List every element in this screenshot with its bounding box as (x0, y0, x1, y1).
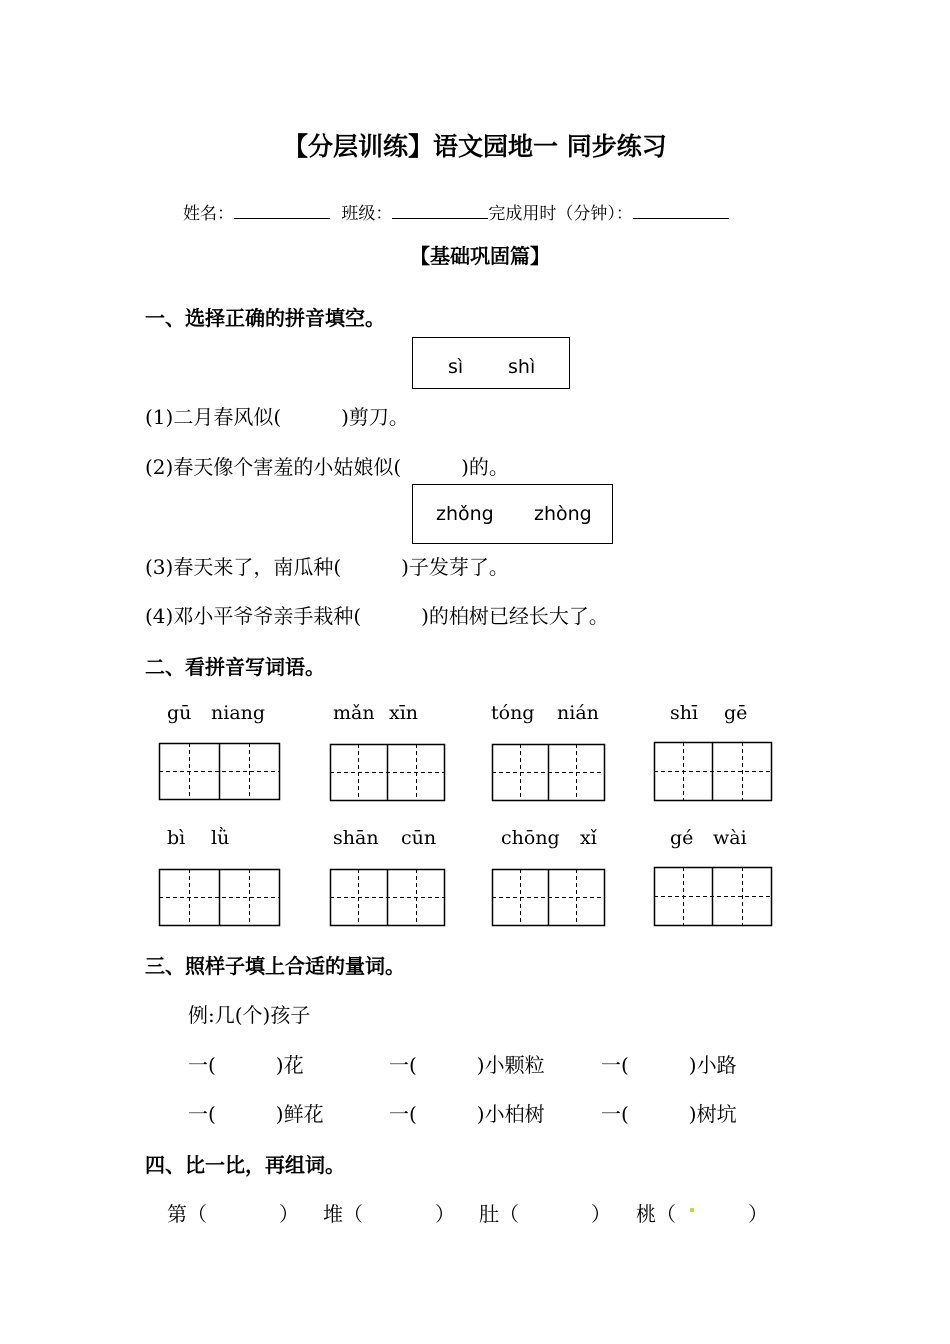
q4-char: 肚 (479, 1202, 499, 1226)
pinyin-syllable: xǐ (580, 827, 597, 849)
writing-grid[interactable] (654, 867, 773, 927)
pinyin-option: zhòng (534, 503, 592, 525)
pinyin-syllable: xīn (389, 702, 419, 724)
pinyin-choice-box-2 (412, 484, 613, 544)
section-title: 【基础巩固篇】 (410, 244, 550, 268)
writing-grid[interactable] (330, 744, 446, 802)
q4-item: 肚（ ） (479, 1202, 611, 1226)
class-label: 班级： (341, 204, 393, 224)
pinyin-syllable: gū (167, 702, 192, 724)
q1-heading: 一、选择正确的拼音填空。 (145, 306, 385, 330)
q4-item: 桃（ ） (636, 1202, 768, 1226)
pinyin-syllable: niang (211, 702, 266, 724)
pinyin-syllable: tóng (491, 702, 535, 724)
writing-grid[interactable] (492, 869, 606, 927)
q4-char: 桃 (636, 1202, 656, 1226)
q1-item-1: (1)二月春风似( )剪刀。 (145, 405, 409, 429)
q2-heading: 二、看拼音写词语。 (145, 655, 325, 679)
pinyin-syllable: mǎn (333, 702, 375, 724)
name-label: 姓名： (183, 204, 234, 224)
q3-item: 一( )花 (188, 1053, 304, 1077)
q3-example: 例:几(个)孩子 (188, 1003, 311, 1027)
pinyin-syllable: chōng (501, 827, 560, 849)
class-blank[interactable] (392, 202, 488, 219)
q4-heading: 四、比一比，再组词。 (145, 1153, 345, 1177)
q3-item: 一( )小颗粒 (389, 1053, 545, 1077)
info-line (183, 199, 729, 224)
pinyin-syllable: shān (333, 827, 379, 849)
q4-char: 堆 (323, 1202, 343, 1226)
q3-heading: 三、照样子填上合适的量词。 (145, 954, 405, 978)
q3-item: 一( )树坑 (601, 1102, 737, 1126)
pinyin-choice-box-1 (412, 337, 570, 389)
q1-item-4: (4)邓小平爷爷亲手栽种( )的柏树已经长大了。 (145, 604, 609, 628)
pinyin-syllable: bì (167, 827, 186, 849)
pinyin-option: zhǒng (436, 503, 494, 525)
writing-grid[interactable] (330, 869, 446, 927)
stray-mark (690, 1208, 694, 1212)
q3-item: 一( )小柏树 (389, 1102, 545, 1126)
q3-item: 一( )小路 (601, 1053, 737, 1077)
pinyin-syllable: shī (670, 702, 699, 724)
name-blank[interactable] (234, 202, 330, 219)
pinyin-option: shì (508, 356, 536, 378)
time-label: 完成用时（分钟）： (488, 204, 633, 224)
time-blank[interactable] (633, 202, 729, 219)
q4-char: 第 (167, 1202, 187, 1226)
writing-grid[interactable] (654, 742, 773, 802)
writing-grid[interactable] (492, 744, 606, 802)
q4-item: 堆（ ） (323, 1202, 455, 1226)
pinyin-syllable: nián (557, 702, 599, 724)
pinyin-syllable: cūn (401, 827, 437, 849)
pinyin-option: sì (448, 356, 464, 378)
pinyin-syllable: wài (713, 827, 747, 849)
pinyin-syllable: gé (670, 827, 694, 849)
q4-item: 第（ ） (167, 1202, 299, 1226)
pinyin-syllable: lǜ (211, 827, 230, 849)
pinyin-syllable: gē (724, 702, 748, 724)
q1-item-2: (2)春天像个害羞的小姑娘似( )的。 (145, 455, 509, 479)
writing-grid[interactable] (159, 869, 281, 927)
page-title: 【分层训练】语文园地一 同步练习 (283, 132, 667, 161)
q3-item: 一( )鲜花 (188, 1102, 324, 1126)
writing-grid[interactable] (159, 743, 281, 801)
q1-item-3: (3)春天来了，南瓜种( )子发芽了。 (145, 555, 509, 579)
